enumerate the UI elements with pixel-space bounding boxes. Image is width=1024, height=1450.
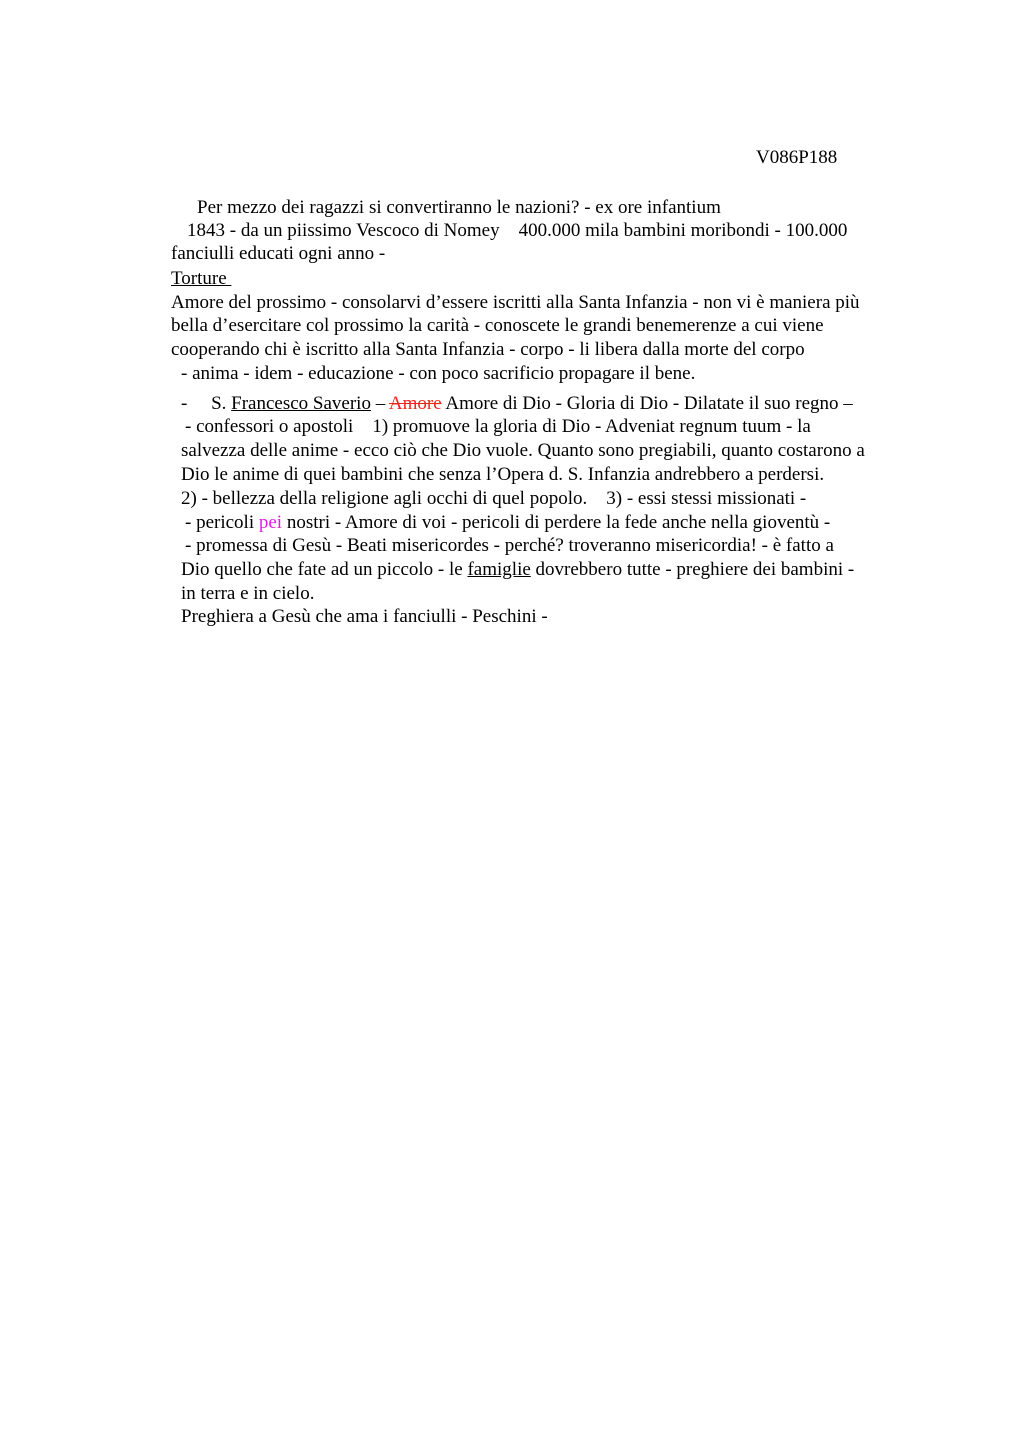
text-line-6: bella d’esercitare col prossimo la carità - conoscete le grandi benemerenze a cui viene [171, 315, 824, 336]
text-line-1: Per mezzo dei ragazzi si convertiranno le nazioni? - ex ore infantium [197, 197, 721, 218]
text-line-2: 1843 - da un piissimo Vescoco di Nomey 400.000 mila bambini moribondi - 100.000 [187, 220, 848, 241]
text-segment: nostri - Amore di voi - pericoli di perdere la fede anche nella gioventù - [282, 512, 831, 533]
text-line-18: Preghiera a Gesù che ama i fanciulli - Peschini - [181, 606, 548, 627]
text-segment: Amore di Dio - Gloria di Dio - Dilatate il suo regno – [441, 393, 853, 414]
text-line-3: fanciulli educati ogni anno - [171, 243, 386, 264]
text-line-12: Dio le anime di quei bambini che senza l’Opera d. S. Infanzia andrebbero a perdersi. [181, 464, 825, 485]
text-line-10: - confessori o apostoli 1) promuove la gloria di Dio - Adveniat regnum tuum - la [185, 416, 811, 437]
text-segment: Dio quello che fate ad un piccolo - le [181, 559, 468, 580]
text-line-16 [181, 558, 854, 581]
text-line-5: Amore del prossimo - consolarvi d’essere iscritti alla Santa Infanzia - non vi è maniera più [171, 292, 860, 313]
text-line-15: - promessa di Gesù - Beati misericordes - perché? troveranno misericordia! - è fatto a [185, 535, 834, 556]
underlined-francesco-saverio: Francesco Saverio [231, 393, 371, 414]
page-identifier: V086P188 [756, 147, 838, 168]
text-line-7: cooperando chi è iscritto alla Santa Infanzia - corpo - li libera dalla morte del corpo [171, 339, 805, 360]
heading-torture: Torture [171, 268, 232, 289]
text-line-17: in terra e in cielo. [181, 583, 315, 604]
highlighted-word-pei: pei [258, 512, 283, 533]
text-segment: dovrebbero tutte - preghiere dei bambini - [530, 559, 855, 580]
deleted-word-amore: Amore [388, 393, 442, 414]
text-line-8: - anima - idem - educazione - con poco sacrificio propagare il bene. [181, 363, 696, 384]
text-line-14 [185, 511, 830, 534]
en-dash: – [370, 393, 389, 414]
text-line-13: 2) - bellezza della religione agli occhi di quel popolo. 3) - essi stessi missionati - [181, 488, 807, 509]
text-segment: - pericoli [185, 512, 259, 533]
bullet-dash: - S. [181, 393, 232, 414]
text-line-11: salvezza delle anime - ecco ciò che Dio vuole. Quanto sono pregiabili, quanto costarono a [181, 440, 865, 461]
underlined-famiglie: famiglie [467, 559, 531, 580]
text-line-9 [181, 392, 853, 415]
